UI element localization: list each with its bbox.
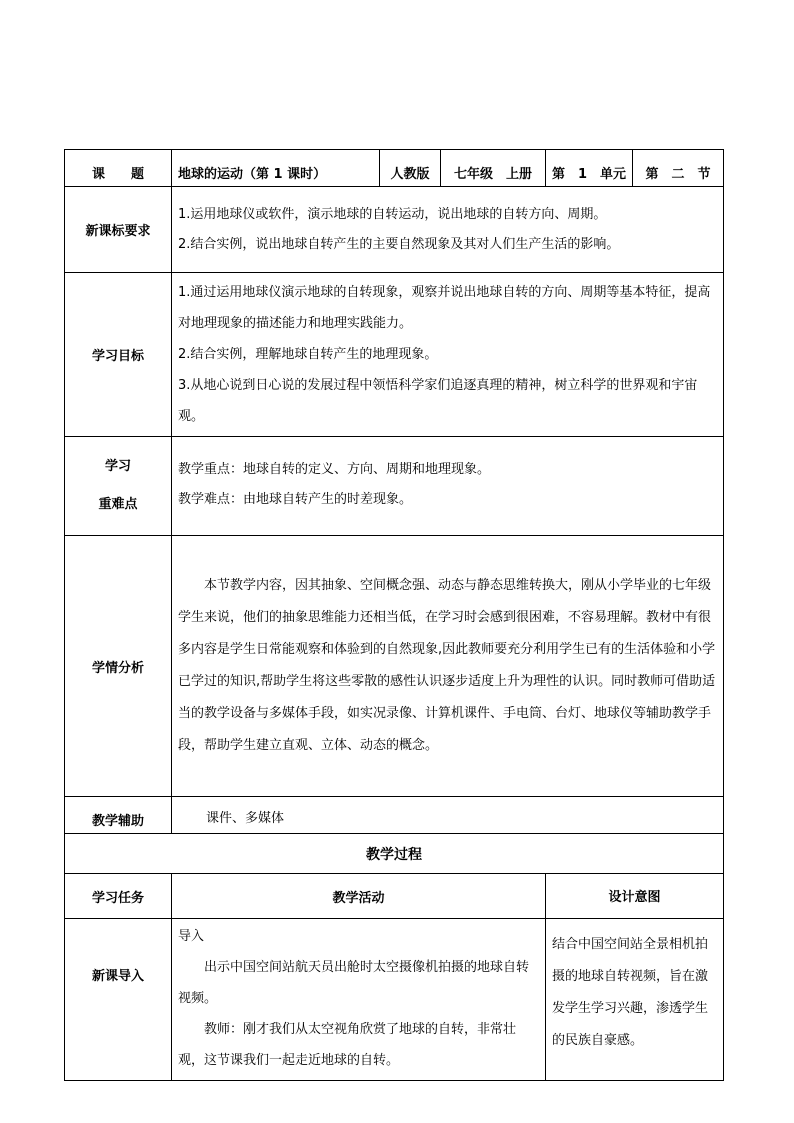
teaching-focus: 教学重点：地球自转的定义、方向、周期和地理现象。 — [178, 462, 491, 477]
section: 第 二 节 — [633, 150, 724, 187]
analysis-row — [65, 536, 724, 797]
analysis-label: 学情分析 — [65, 536, 172, 797]
key-points-label-line2: 重难点 — [98, 497, 138, 512]
lesson-plan — [64, 149, 723, 1081]
objective-item: 2.结合实例，理解地球自转产生的地理现象。 — [178, 347, 438, 362]
col-intent-header: 设计意图 — [546, 874, 724, 919]
standard-item: 2.结合实例，说出地球自转产生的主要自然现象及其对人们生产生活的影响。 — [178, 236, 620, 252]
process-title-row — [65, 834, 724, 874]
standards-row — [65, 187, 724, 273]
lesson-title: 地球的运动（第 1 课时） — [172, 150, 380, 187]
col-task-header: 学习任务 — [65, 874, 172, 919]
intent-content — [546, 919, 724, 1081]
lesson-plan-table — [64, 149, 724, 1081]
grade: 七年级 上册 — [441, 150, 546, 187]
standards-content — [172, 187, 724, 273]
activity-heading: 导入 — [178, 929, 205, 944]
task-name: 新课导入 — [65, 919, 172, 1081]
analysis-content — [172, 536, 724, 797]
process-row — [65, 919, 724, 1081]
header-row — [65, 150, 724, 187]
process-header-row — [65, 874, 724, 919]
standard-item: 1.运用地球仪或软件，演示地球的自转运动，说出地球的自转方向、周期。 — [178, 206, 607, 222]
objectives-label: 学习目标 — [65, 273, 172, 437]
intent-text: 结合中国空间站全景相机拍摄的地球自转视频，旨在激发学生学习兴趣，渗透学生的民族自豪感。 — [552, 937, 709, 1048]
analysis-text: 本节教学内容，因其抽象、空间概念强、动态与静态思维转换大，刚从小学毕业的七年级学生来说，他们的抽象思维能力还相当低，在学习时会感到很困难，不容易理解。教材中有很多内容是学生日常能观察和体验到的自然现象,因此教师要充分利用学生已有的生活体验和小学已学过的知识,帮助学生将这些零散的感性认识逐步适度上升为理性的认识。同时教师可借助适当的教学设备与多媒体手段，如实况录像、计算机课件、手电筒、台灯、地球仪等辅助教学手段，帮助学生建立直观、立体、动态的概念。 — [178, 578, 716, 753]
activity-paragraph: 教师：刚才我们从太空视角欣赏了地球的自转，非常壮观，这节课我们一起走近地球的自转。 — [178, 1022, 517, 1068]
key-points-row — [65, 437, 724, 536]
objective-item: 1.通过运用地球仪演示地球的自转现象，观察并说出地球自转的方向、周期等基本特征，提高对地理现象的描述能力和地理实践能力。 — [178, 285, 711, 331]
key-points-label-line1: 学习 — [104, 459, 131, 474]
aids-label: 教学辅助 — [65, 797, 172, 834]
teaching-difficulty: 教学难点：由地球自转产生的时差现象。 — [178, 492, 413, 507]
objectives-content — [172, 273, 724, 437]
activity-paragraph: 出示中国空间站航天员出舱时太空摄像机拍摄的地球自转视频。 — [178, 960, 530, 1006]
unit: 第 1 单元 — [546, 150, 633, 187]
objective-item: 3.从地心说到日心说的发展过程中领悟科学家们追逐真理的精神，树立科学的世界观和宇宙观。 — [178, 378, 698, 424]
key-points-label — [65, 437, 172, 536]
edition: 人教版 — [380, 150, 441, 187]
objectives-row — [65, 273, 724, 437]
aids-row — [65, 797, 724, 834]
col-activity-header: 教学活动 — [172, 874, 546, 919]
aids-value: 课件、多媒体 — [172, 797, 724, 834]
key-points-content — [172, 437, 724, 536]
activity-content — [172, 919, 546, 1081]
process-title: 教学过程 — [65, 834, 724, 874]
topic-label: 课 题 — [65, 150, 172, 187]
standards-label: 新课标要求 — [65, 187, 172, 273]
